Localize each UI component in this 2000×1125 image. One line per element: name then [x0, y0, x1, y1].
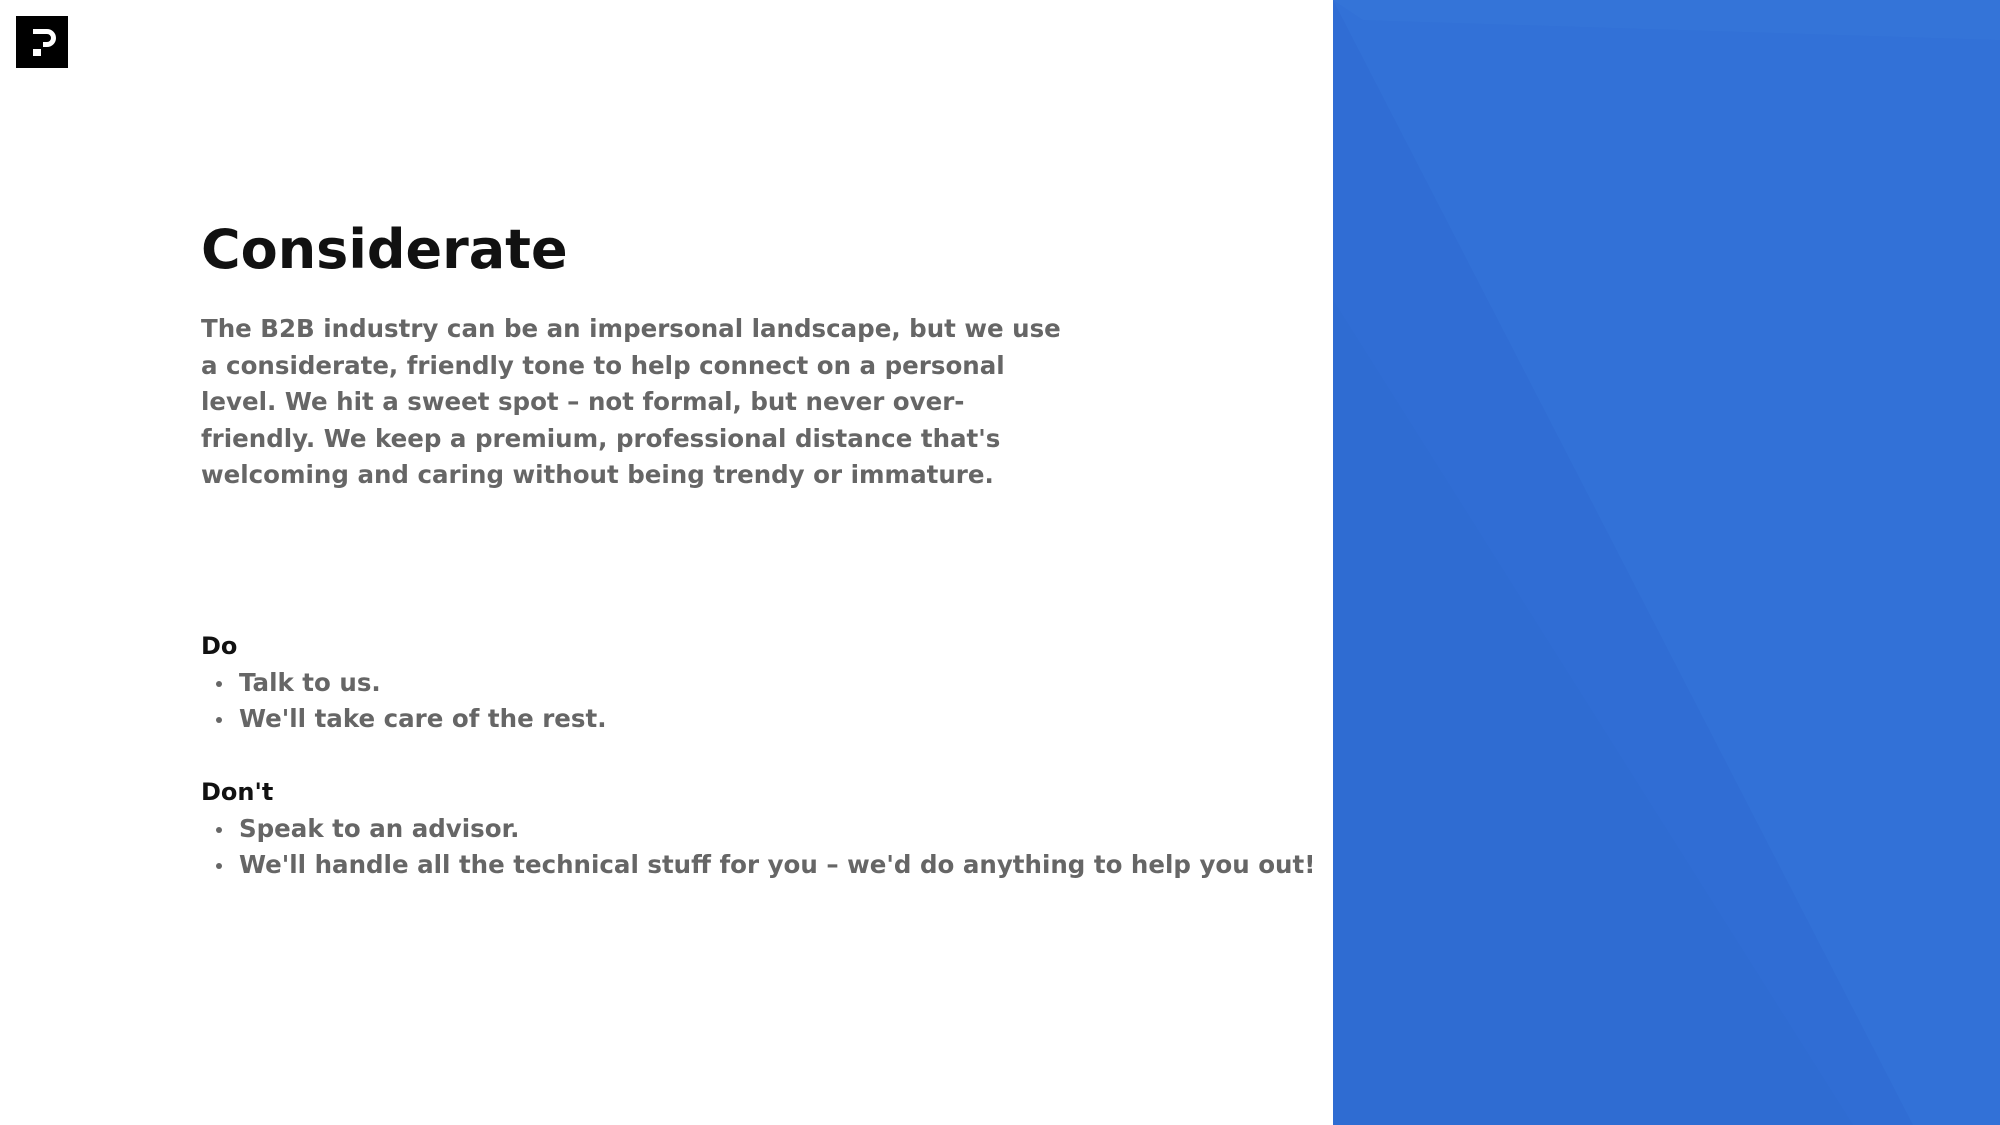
- list-item-text: We'll take care of the rest.: [239, 704, 607, 733]
- do-list: [201, 665, 1401, 738]
- dont-list: [201, 811, 1401, 884]
- bullet-icon: [216, 863, 222, 869]
- list-item: [201, 811, 1401, 848]
- bullet-icon: [216, 827, 222, 833]
- list-item: [201, 665, 1401, 702]
- page-title: Considerate: [201, 218, 568, 281]
- bullet-icon: [216, 681, 222, 687]
- do-heading: Do: [201, 632, 238, 660]
- bullet-icon: [216, 717, 222, 723]
- intro-paragraph: The B2B industry can be an impersonal landscape, but we use a considerate, friendly tone to help connect on a personal level. We hit a sweet spot – not formal, but never over-friendly. We keep a premium, professional distance that's welcoming and caring without being trendy or immature.: [201, 314, 1061, 489]
- decorative-blue-panel: [1333, 0, 2000, 1125]
- brand-logo-icon: [16, 16, 68, 68]
- list-item-text: We'll handle all the technical stuff for you – we'd do anything to help you out!: [239, 850, 1316, 879]
- list-item-text: Talk to us.: [239, 667, 381, 697]
- list-item-text: Speak to an advisor.: [239, 813, 520, 843]
- do-section: [201, 628, 1401, 738]
- main-content: [201, 205, 1301, 494]
- dont-section: [201, 774, 1401, 884]
- dont-heading: Don't: [201, 778, 274, 806]
- list-item: [201, 847, 1401, 884]
- list-item: [201, 701, 1401, 738]
